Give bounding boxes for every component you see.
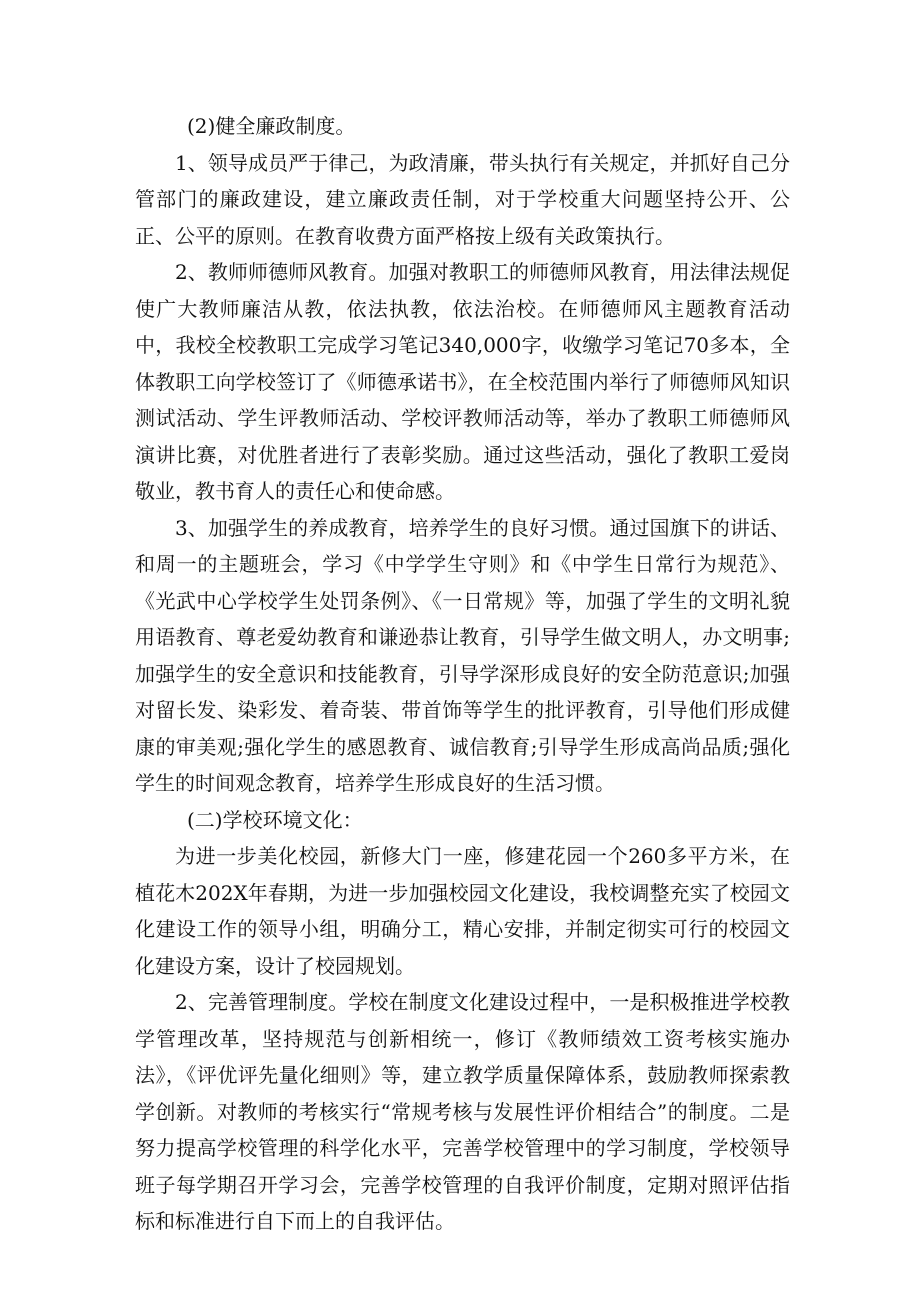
- paragraph-student-habits: 3、加强学生的养成教育，培养学生的良好习惯。通过国旗下的讲话、和周一的主题班会，学习《中学学生守则》和《中学生日常行为规范》、《光武中心学校学生处罚条例》、《一日常规》等，加强了学生的文明礼貌用语教育、尊老爱幼教育和谦逊恭让教育，引导学生做文明人，办文明事;加强学生的安全意识和技能教育，引导学深形成良好的安全防范意识;加强对留长发、染彩发、着奇装、带首饰等学生的批评教育，引导他们形成健康的审美观;强化学生的感恩教育、诚信教育;引导学生形成高尚品质;强化学生的时间观念教育，培养学生形成良好的生活习惯。: [135, 515, 790, 795]
- section-heading-campus-environment: (二)学校环境文化：: [187, 807, 363, 832]
- paragraph-leadership-discipline: 1、领导成员严于律己，为政清廉，带头执行有关规定，并抓好自己分管部门的廉政建设，建立廉政责任制，对于学校重大问题坚持公开、公正、公平的原则。在教育收费方面严格按上级有关政策执行。: [135, 150, 790, 248]
- document-body: [135, 108, 790, 1240]
- section-heading-integrity-system: (2)健全廉政制度。: [187, 114, 356, 138]
- paragraph-teacher-ethics: 2、教师师德师风教育。加强对教职工的师德师风教育，用法律法规促使广大教师廉洁从教，依法执教，依法治校。在师德师风主题教育活动中，我校全校教职工完成学习笔记340,000字，收缴学习笔记70多本，全体教职工向学校签订了《师德承诺书》，在全校范围内举行了师德师风知识测试活动、学生评教师活动、学校评教师活动等，举办了教职工师德师风演讲比赛，对优胜者进行了表彰奖励。通过这些活动，强化了教职工爱岗敬业，教书育人的责任心和使命感。: [135, 260, 790, 503]
- paragraph-management-system: 2、完善管理制度。学校在制度文化建设过程中，一是积极推进学校教学管理改革，坚持规范与创新相统一，修订《教师绩效工资考核实施办法》，《评优评先量化细则》等，建立教学质量保障体系，鼓励教师探索教学创新。对教师的考核实行“常规考核与发展性评价相结合”的制度。二是努力提高学校管理的科学化水平，完善学校管理中的学习制度，学校领导班子每学期召开学习会，完善学校管理的自我评价制度，定期对照评估指标和标准进行自下而上的自我评估。: [135, 990, 790, 1233]
- paragraph-campus-beautification: 为进一步美化校园，新修大门一座，修建花园一个260多平方米，在植花木202X年春期，为进一步加强校园文化建设，我校调整充实了校园文化建设工作的领导小组，明确分工，精心安排，并制定彻实可行的校园文化建设方案，设计了校园规划。: [135, 844, 790, 978]
